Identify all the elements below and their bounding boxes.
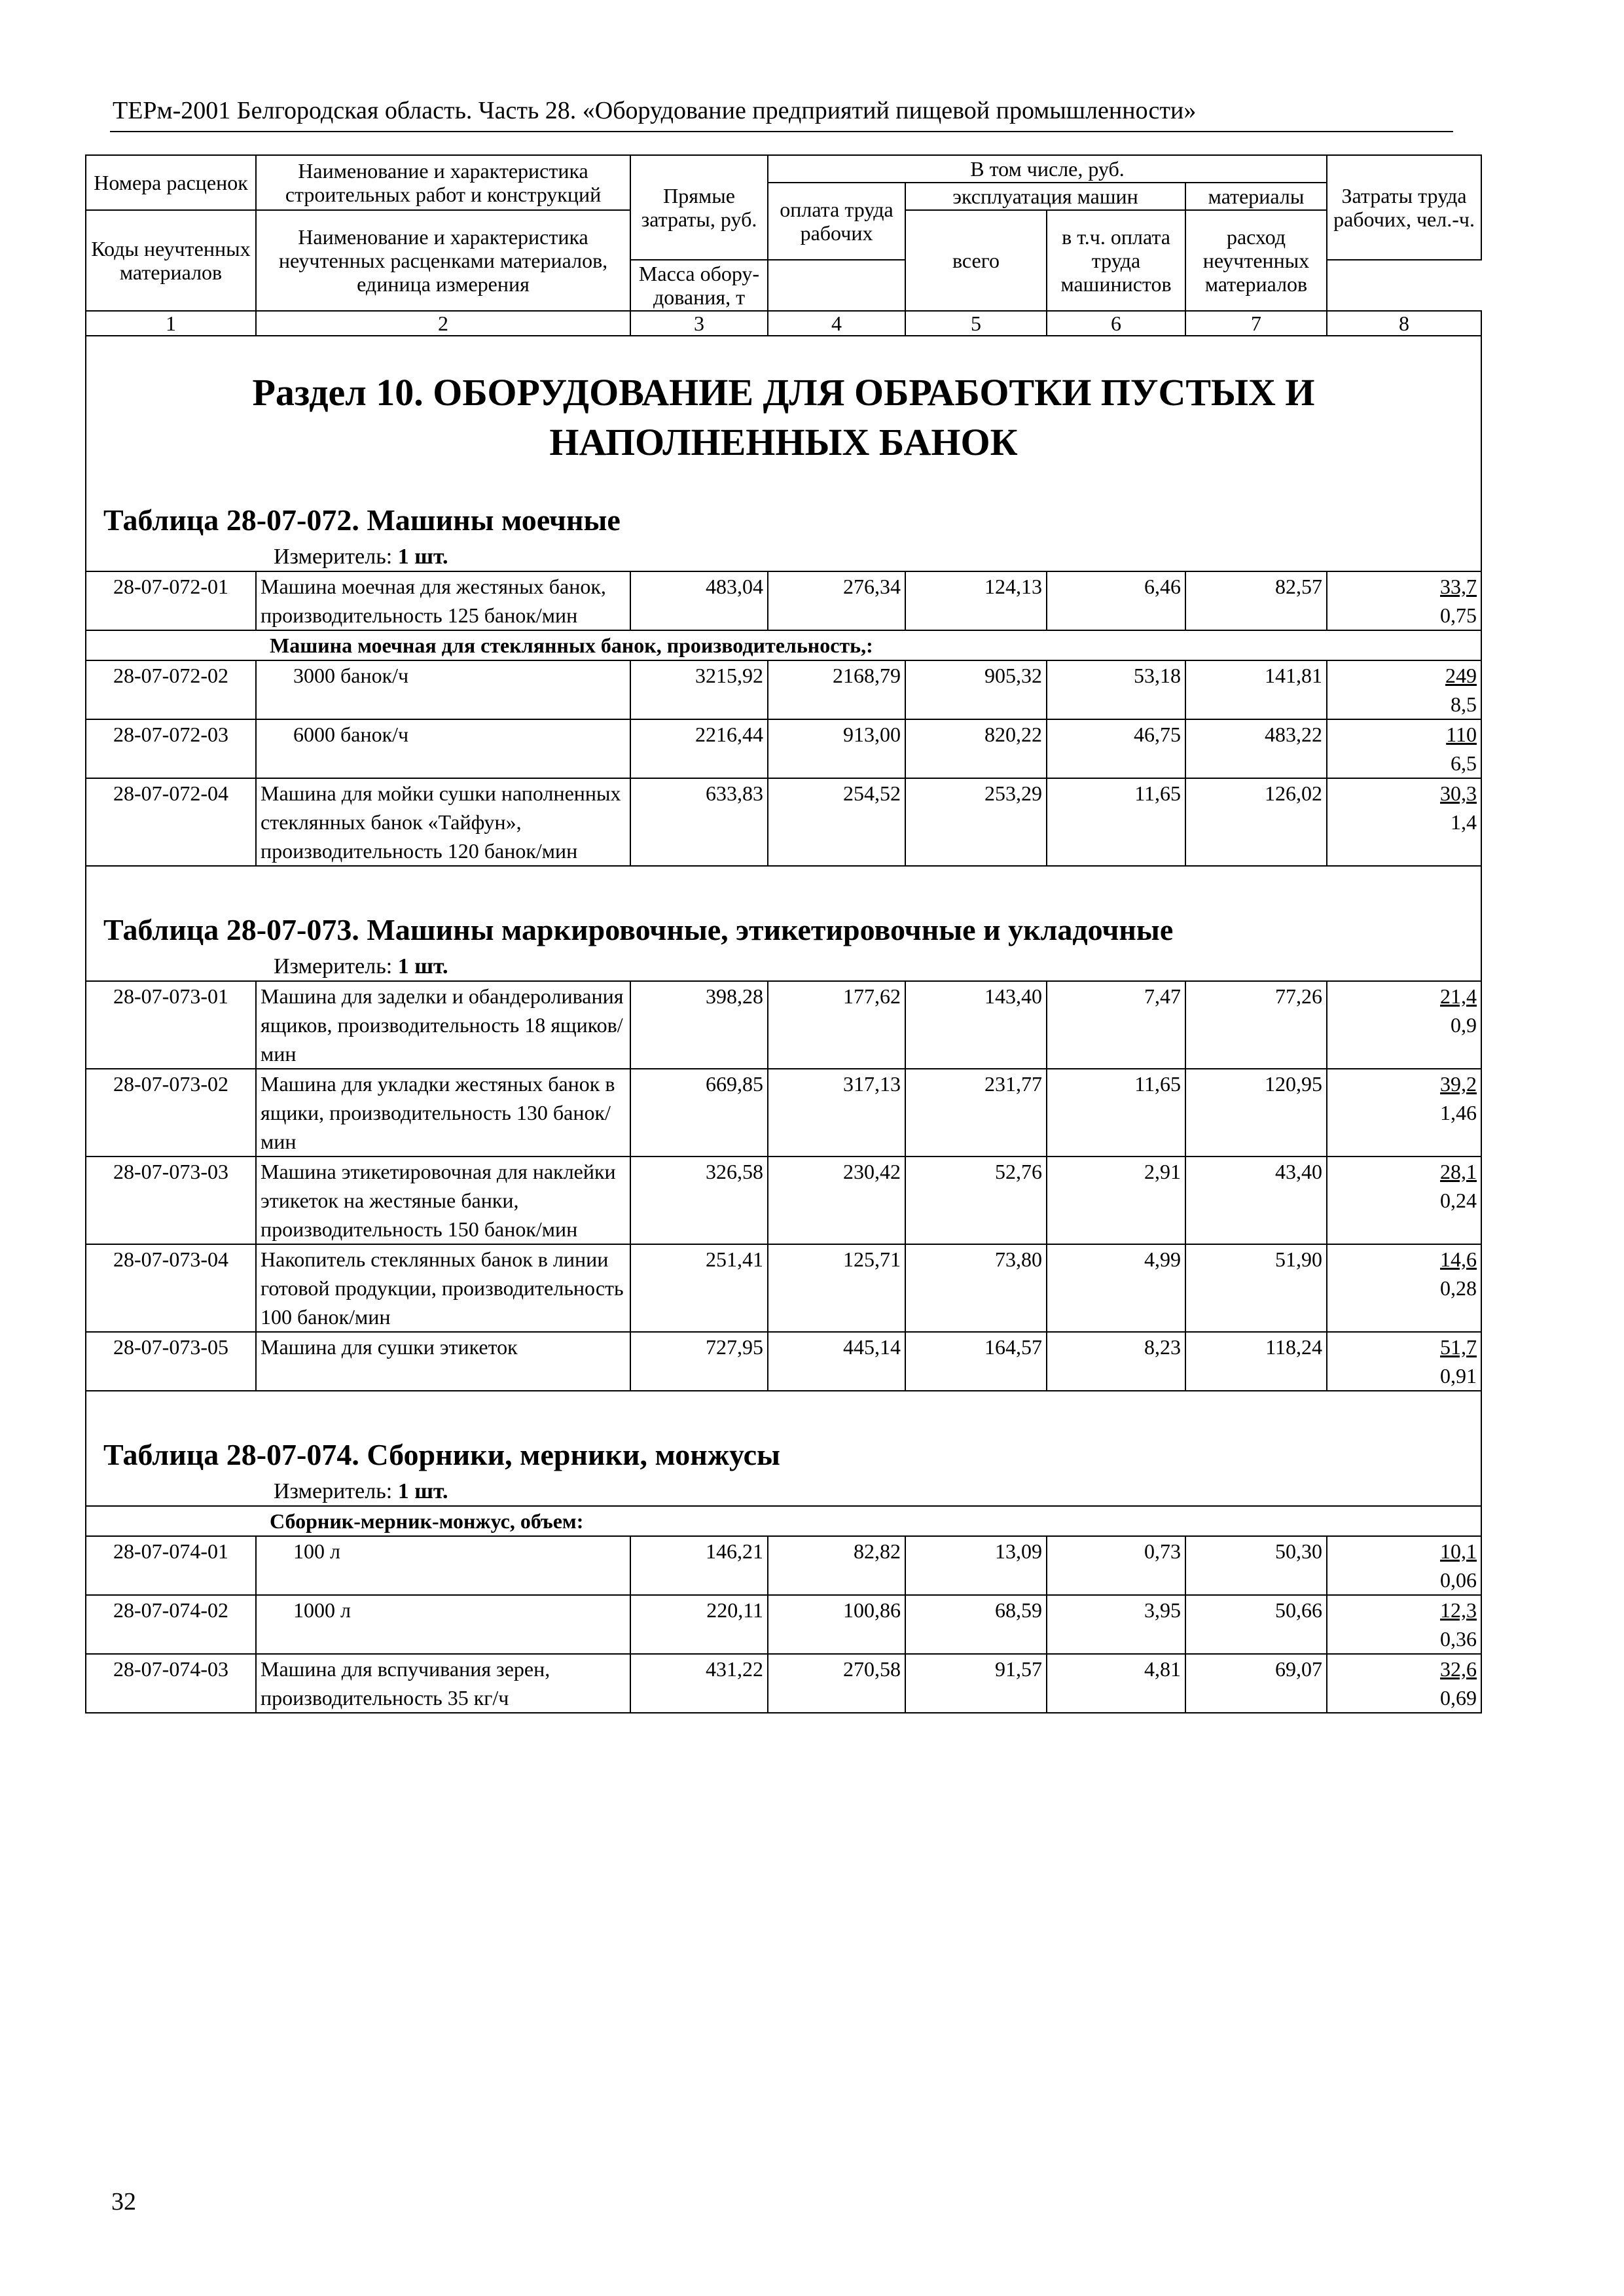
rate-row [86,1332,1481,1391]
direct-costs: 3215,92 [630,660,768,719]
labor-and-mass [1327,660,1481,719]
rate-row [86,1654,1481,1713]
machines-total: 143,40 [905,981,1047,1069]
worker-wages: 913,00 [768,719,905,778]
rate-name: 1000 л [256,1595,630,1654]
operator-wages: 7,47 [1047,981,1185,1069]
operator-wages: 0,73 [1047,1536,1185,1595]
col-labor-header: Затраты труда рабочих, чел.-ч. [1327,155,1481,260]
meter-value: 1 шт. [397,1479,448,1503]
materials-cost: 69,07 [1185,1654,1327,1713]
worker-wages: 445,14 [768,1332,905,1391]
labor-and-mass [1327,1157,1481,1244]
materials-cost: 43,40 [1185,1157,1327,1244]
worker-wages: 270,58 [768,1654,905,1713]
direct-costs: 220,11 [630,1595,768,1654]
materials-cost: 77,26 [1185,981,1327,1069]
column-number: 1 [86,311,256,336]
table-title: Таблица 28-07-073. Машины маркировочные, этикетировочные и укладочные [103,913,1174,946]
labor-hours: 21,4 [1440,984,1477,1008]
materials-cost: 51,90 [1185,1244,1327,1332]
rate-code: 28-07-073-03 [86,1157,256,1244]
equipment-mass: 0,9 [1451,1013,1477,1037]
meter-value: 1 шт. [397,954,448,978]
machines-total: 13,09 [905,1536,1047,1595]
direct-costs: 2216,44 [630,719,768,778]
subheading: Сборник-мерник-монжус, объем: [86,1506,1481,1536]
running-header: ТЕРм-2001 Белгородская область. Часть 28. «Оборудование предприятий пищевой промышленности» [113,97,1197,124]
rate-row [86,778,1481,866]
materials-cost: 118,24 [1185,1332,1327,1391]
labor-hours: 33,7 [1440,575,1477,598]
labor-hours: 14,6 [1440,1247,1477,1271]
rates-table [85,154,1482,1713]
labor-hours: 39,2 [1440,1072,1477,1096]
labor-hours: 249 [1445,664,1477,687]
worker-wages: 254,52 [768,778,905,866]
labor-and-mass [1327,981,1481,1069]
labor-and-mass [1327,1654,1481,1713]
labor-and-mass [1327,571,1481,630]
subheading-row [86,1506,1481,1536]
labor-and-mass [1327,1536,1481,1595]
rate-name: Накопитель стеклянных банок в линии готовой продукции, производительность 100 банок/мин [256,1244,630,1332]
direct-costs: 633,83 [630,778,768,866]
equipment-mass: 1,46 [1440,1101,1477,1124]
meter-value: 1 шт. [397,545,448,569]
machines-total: 253,29 [905,778,1047,866]
col-material-codes-header: Коды неучтенных материалов [86,210,256,311]
rate-row [86,1595,1481,1654]
operator-wages: 4,99 [1047,1244,1185,1332]
labor-hours: 51,7 [1440,1335,1477,1359]
direct-costs: 483,04 [630,571,768,630]
rate-name: 3000 банок/ч [256,660,630,719]
rate-name: Машина для мойки сушки наполненных стеклянных банок «Тайфун», производительность 120 банок/мин [256,778,630,866]
equipment-mass: 8,5 [1451,692,1477,716]
column-number: 6 [1047,311,1185,336]
table-title-cell [86,496,1481,571]
rate-row [86,981,1481,1069]
section-title: Раздел 10. ОБОРУДОВАНИЕ ДЛЯ ОБРАБОТКИ ПУСТЫХ И НАПОЛНЕННЫХ БАНОК [252,371,1315,463]
operator-wages: 11,65 [1047,1069,1185,1157]
column-number: 2 [256,311,630,336]
labor-hours: 28,1 [1440,1160,1477,1183]
column-number: 4 [768,311,905,336]
table-title: Таблица 28-07-074. Сборники, мерники, монжусы [103,1438,780,1471]
table-title-cell [86,866,1481,981]
operator-wages: 11,65 [1047,778,1185,866]
materials-cost: 50,66 [1185,1595,1327,1654]
worker-wages: 82,82 [768,1536,905,1595]
operator-wages: 8,23 [1047,1332,1185,1391]
worker-wages: 125,71 [768,1244,905,1332]
rate-row [86,1069,1481,1157]
direct-costs: 669,85 [630,1069,768,1157]
rate-row [86,1244,1481,1332]
equipment-mass: 1,4 [1451,810,1477,834]
rate-name: Машина для сушки этикеток [256,1332,630,1391]
rate-name: Машина этикетировочная для наклейки этикеток на жестяные банки, производительность 150 банок/мин [256,1157,630,1244]
table-title: Таблица 28-07-072. Машины моечные [103,503,621,537]
materials-cost: 50,30 [1185,1536,1327,1595]
operator-wages: 6,46 [1047,571,1185,630]
equipment-mass: 6,5 [1451,751,1477,775]
machines-total: 73,80 [905,1244,1047,1332]
col-including-header: В том числе, руб. [768,155,1327,183]
equipment-mass: 0,06 [1440,1568,1477,1592]
operator-wages: 3,95 [1047,1595,1185,1654]
direct-costs: 326,58 [630,1157,768,1244]
materials-cost: 82,57 [1185,571,1327,630]
meter-label: Измеритель: [274,545,393,569]
rate-row [86,1536,1481,1595]
machines-total: 820,22 [905,719,1047,778]
col-rate-numbers-header: Номера расценок [86,155,256,210]
rate-name: Машина для заделки и обандероливания ящиков, производительность 18 ящиков/мин [256,981,630,1069]
rate-code: 28-07-074-03 [86,1654,256,1713]
materials-cost: 483,22 [1185,719,1327,778]
header-rule [110,131,1453,132]
col-material-consumption-header: расход неучтенных материалов [1185,210,1327,311]
equipment-mass: 0,24 [1440,1189,1477,1212]
worker-wages: 276,34 [768,571,905,630]
direct-costs: 727,95 [630,1332,768,1391]
table-title-cell [86,1391,1481,1506]
rate-code: 28-07-072-01 [86,571,256,630]
column-number: 3 [630,311,768,336]
col-machines-header: эксплуатация машин [905,183,1185,210]
rate-name: 100 л [256,1536,630,1595]
labor-hours: 12,3 [1440,1598,1477,1622]
machines-total: 905,32 [905,660,1047,719]
labor-hours: 10,1 [1440,1539,1477,1563]
table-gap [90,1391,1477,1431]
worker-wages: 230,42 [768,1157,905,1244]
meter-line [274,1478,1477,1505]
operator-wages: 46,75 [1047,719,1185,778]
col-mass-header: Масса обору-дования, т [630,260,768,311]
direct-costs: 251,41 [630,1244,768,1332]
labor-and-mass [1327,1332,1481,1391]
rate-code: 28-07-073-02 [86,1069,256,1157]
operator-wages: 4,81 [1047,1654,1185,1713]
rate-name: Машина для вспучивания зерен, производительность 35 кг/ч [256,1654,630,1713]
col-materials-header: материалы [1185,183,1327,210]
table-gap [90,867,1477,906]
rate-row [86,660,1481,719]
equipment-mass: 0,36 [1440,1627,1477,1651]
rate-name: Машина моечная для жестяных банок, производительность 125 банок/мин [256,571,630,630]
rate-name: 6000 банок/ч [256,719,630,778]
rate-code: 28-07-074-02 [86,1595,256,1654]
col-wages-header: оплата труда рабочих [768,183,905,260]
worker-wages: 317,13 [768,1069,905,1157]
page-number: 32 [111,2188,136,2215]
operator-wages: 2,91 [1047,1157,1185,1244]
worker-wages: 100,86 [768,1595,905,1654]
column-number: 7 [1185,311,1327,336]
labor-and-mass [1327,719,1481,778]
labor-hours: 32,6 [1440,1657,1477,1681]
col-work-name-header: Наименование и характеристика строительных работ и конструкций [256,155,630,210]
materials-cost: 120,95 [1185,1069,1327,1157]
materials-cost: 141,81 [1185,660,1327,719]
labor-hours: 30,3 [1440,781,1477,805]
machines-total: 124,13 [905,571,1047,630]
labor-hours: 110 [1446,723,1477,746]
meter-label: Измеритель: [274,954,393,978]
machines-total: 91,57 [905,1654,1047,1713]
rate-name: Машина для укладки жестяных банок в ящики, производительность 130 банок/мин [256,1069,630,1157]
worker-wages: 177,62 [768,981,905,1069]
materials-cost: 126,02 [1185,778,1327,866]
section-cell [86,336,1481,496]
equipment-mass: 0,91 [1440,1364,1477,1388]
machines-total: 52,76 [905,1157,1047,1244]
labor-and-mass [1327,1069,1481,1157]
rate-row [86,1157,1481,1244]
meter-line [274,953,1477,980]
machines-total: 164,57 [905,1332,1047,1391]
direct-costs: 431,22 [630,1654,768,1713]
labor-and-mass [1327,1244,1481,1332]
rate-row [86,719,1481,778]
subheading: Машина моечная для стеклянных банок, производительность,: [86,630,1481,660]
equipment-mass: 0,28 [1440,1276,1477,1300]
rate-code: 28-07-072-04 [86,778,256,866]
rate-code: 28-07-074-01 [86,1536,256,1595]
machines-total: 231,77 [905,1069,1047,1157]
equipment-mass: 0,75 [1440,603,1477,627]
equipment-mass: 0,69 [1440,1686,1477,1710]
col-machines-total-header: всего [905,210,1047,311]
column-numbers-row [86,311,1481,336]
direct-costs: 146,21 [630,1536,768,1595]
rate-code: 28-07-073-04 [86,1244,256,1332]
col-material-name-header: Наименование и характеристика неучтенных расценками материалов, единица измерения [256,210,630,311]
column-number: 8 [1327,311,1481,336]
rate-code: 28-07-073-01 [86,981,256,1069]
rate-code: 28-07-073-05 [86,1332,256,1391]
rate-code: 28-07-072-02 [86,660,256,719]
column-number: 5 [905,311,1047,336]
labor-and-mass [1327,778,1481,866]
col-direct-costs-header: Прямые затраты, руб. [630,155,768,260]
col-operator-wages-header: в т.ч. оплата труда машинистов [1047,210,1185,311]
worker-wages: 2168,79 [768,660,905,719]
meter-line [274,543,1477,571]
labor-and-mass [1327,1595,1481,1654]
direct-costs: 398,28 [630,981,768,1069]
machines-total: 68,59 [905,1595,1047,1654]
subheading-row [86,630,1481,660]
rate-row [86,571,1481,630]
rate-code: 28-07-072-03 [86,719,256,778]
meter-label: Измеритель: [274,1479,393,1503]
operator-wages: 53,18 [1047,660,1185,719]
